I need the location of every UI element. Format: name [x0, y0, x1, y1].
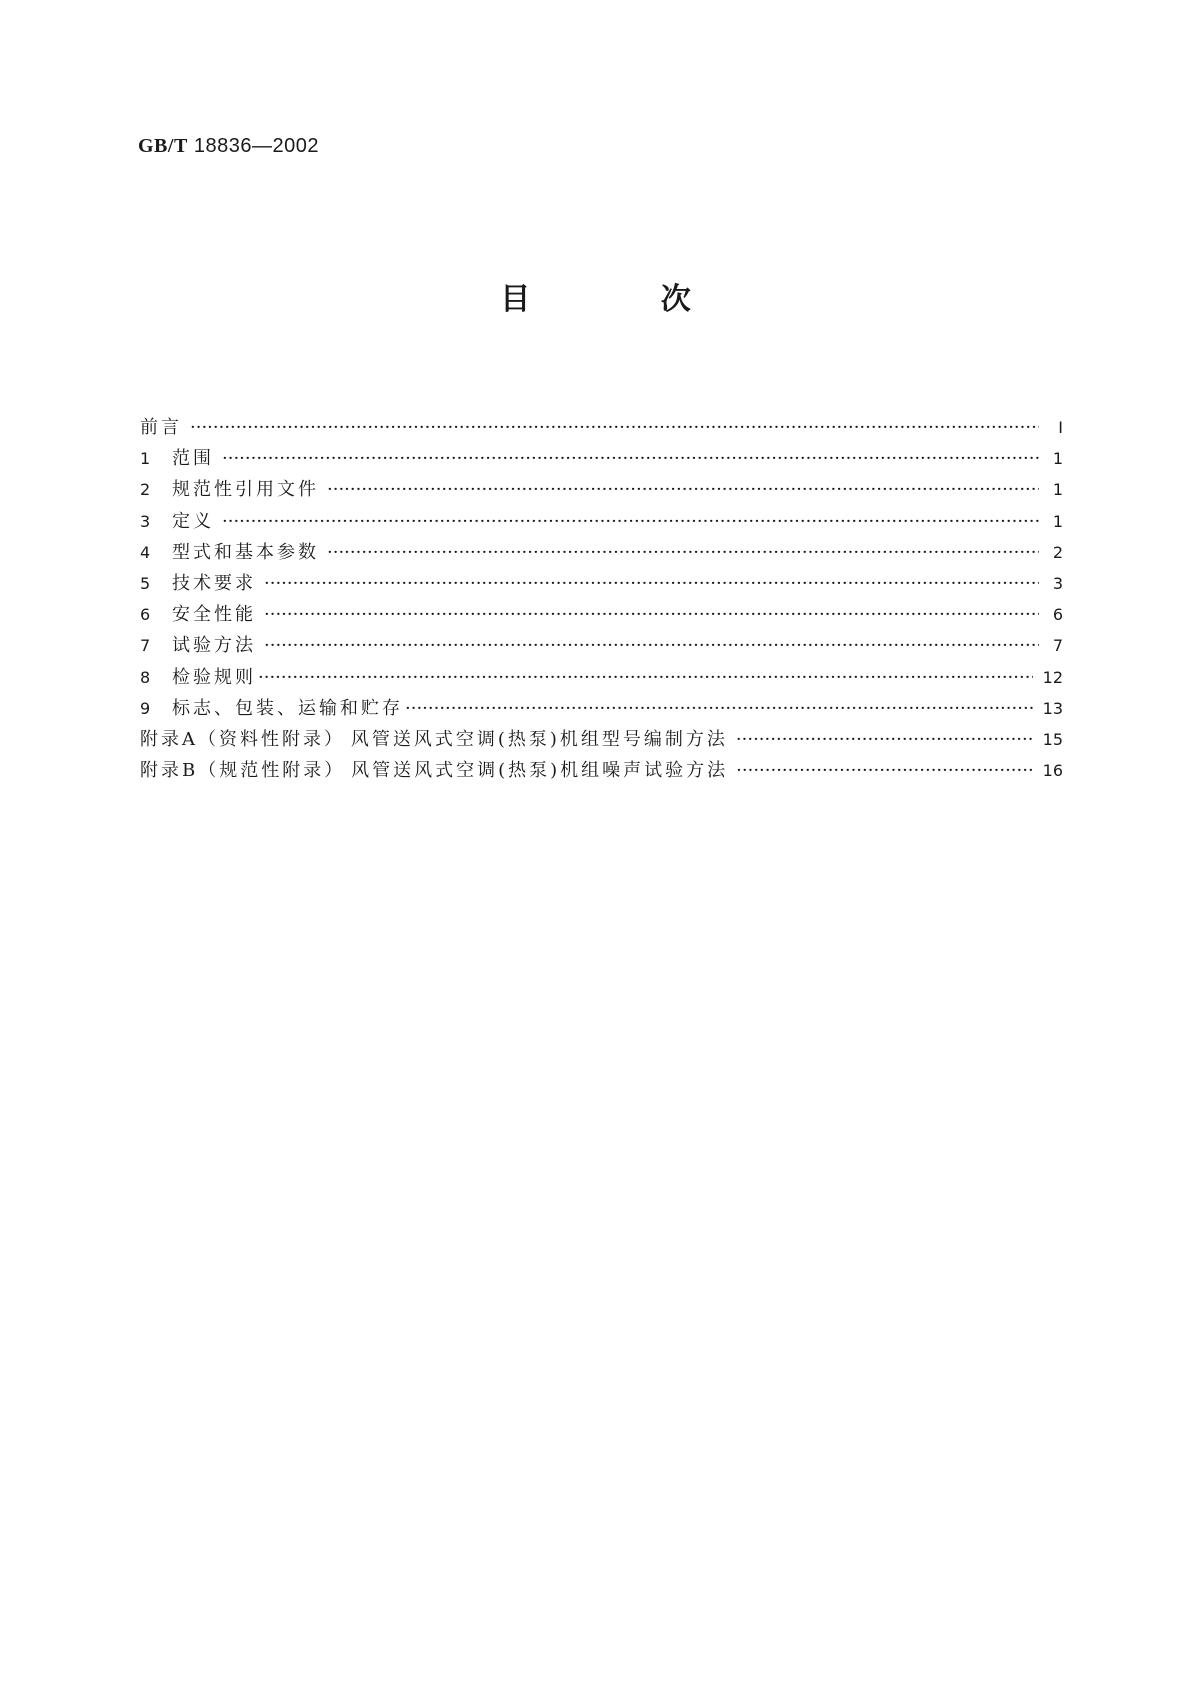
toc-entry-page: 1: [1052, 449, 1063, 469]
toc-leader-dots: [327, 474, 1039, 507]
toc-entry-page: 12: [1042, 667, 1063, 687]
toc-entry-label: 定义: [172, 510, 214, 532]
toc-leader-dots: [327, 537, 1039, 570]
appendix-title: 风管送风式空调(热泵)机组型号编制方法: [350, 728, 728, 750]
toc-entry-number: 3: [140, 511, 151, 531]
table-of-contents: [140, 412, 1063, 786]
toc-entry-label: 规范性引用文件: [172, 479, 319, 501]
toc-entry-page: 16: [1042, 761, 1063, 781]
toc-entry-types-parameters[interactable]: [140, 537, 1063, 568]
toc-entry-technical-requirements[interactable]: [140, 568, 1063, 599]
toc-entry-number: 8: [140, 667, 151, 687]
toc-entry-number: 5: [140, 573, 151, 593]
toc-entry-appendix-a[interactable]: [140, 724, 1063, 755]
toc-leader-dots: [736, 755, 1032, 788]
page-title: 目 次: [500, 282, 751, 317]
toc-entry-number: 9: [140, 698, 151, 718]
toc-leader-dots: [190, 412, 1039, 445]
appendix-label: 附录B（规范性附录）: [140, 760, 346, 782]
toc-entry-number: 6: [140, 605, 151, 625]
toc-entry-definitions[interactable]: [140, 506, 1063, 537]
toc-leader-dots: [222, 506, 1039, 539]
toc-leader-dots: [405, 693, 1033, 726]
toc-leader-dots: [264, 630, 1039, 663]
standard-number: 18836—2002: [193, 135, 319, 157]
toc-entry-label: 前言: [140, 417, 182, 438]
appendix-label: 附录A（资料性附录）: [140, 728, 345, 750]
toc-leader-dots: [736, 724, 1033, 757]
toc-entry-page: 3: [1052, 573, 1063, 593]
toc-entry-page: 1: [1052, 511, 1063, 531]
toc-entry-page: 7: [1052, 636, 1063, 656]
toc-entry-number: 1: [140, 449, 151, 469]
toc-entry-normative-references[interactable]: [140, 474, 1063, 505]
toc-entry-page: 6: [1052, 605, 1063, 625]
toc-entry-number: 4: [140, 542, 151, 562]
toc-leader-dots: [258, 662, 1033, 695]
toc-entry-scope[interactable]: [140, 443, 1063, 474]
toc-leader-dots: [264, 568, 1039, 601]
toc-entry-appendix-b[interactable]: [140, 755, 1063, 786]
toc-entry-label: 检验规则: [172, 666, 256, 688]
toc-entry-label: 型式和基本参数: [172, 541, 319, 563]
toc-entry-label: 范围: [172, 448, 214, 470]
standard-prefix: GB/T: [138, 135, 188, 157]
toc-entry-inspection-rules[interactable]: [140, 662, 1063, 693]
toc-entry-number: 2: [140, 480, 151, 500]
toc-entry-page: 1: [1052, 480, 1063, 500]
toc-entry-page: 2: [1052, 542, 1063, 562]
standard-code: [138, 133, 319, 159]
toc-leader-dots: [264, 599, 1039, 632]
toc-entry-label: 技术要求: [172, 572, 256, 594]
appendix-title: 风管送风式空调(热泵)机组噪声试验方法: [351, 760, 729, 782]
toc-entry-marking-packaging[interactable]: [140, 693, 1063, 724]
toc-entry-label: 试验方法: [172, 635, 256, 657]
toc-entry-number: 7: [140, 636, 151, 656]
toc-entry-foreword[interactable]: [140, 412, 1063, 443]
toc-entry-safety-performance[interactable]: [140, 599, 1063, 630]
toc-entry-label: 安全性能: [172, 604, 256, 626]
toc-leader-dots: [222, 443, 1039, 476]
toc-entry-page: Ⅰ: [1058, 418, 1063, 437]
toc-entry-test-methods[interactable]: [140, 630, 1063, 661]
toc-entry-label: 标志、包装、运输和贮存: [172, 697, 403, 719]
toc-entry-page: 15: [1042, 729, 1063, 749]
toc-entry-page: 13: [1042, 698, 1063, 718]
